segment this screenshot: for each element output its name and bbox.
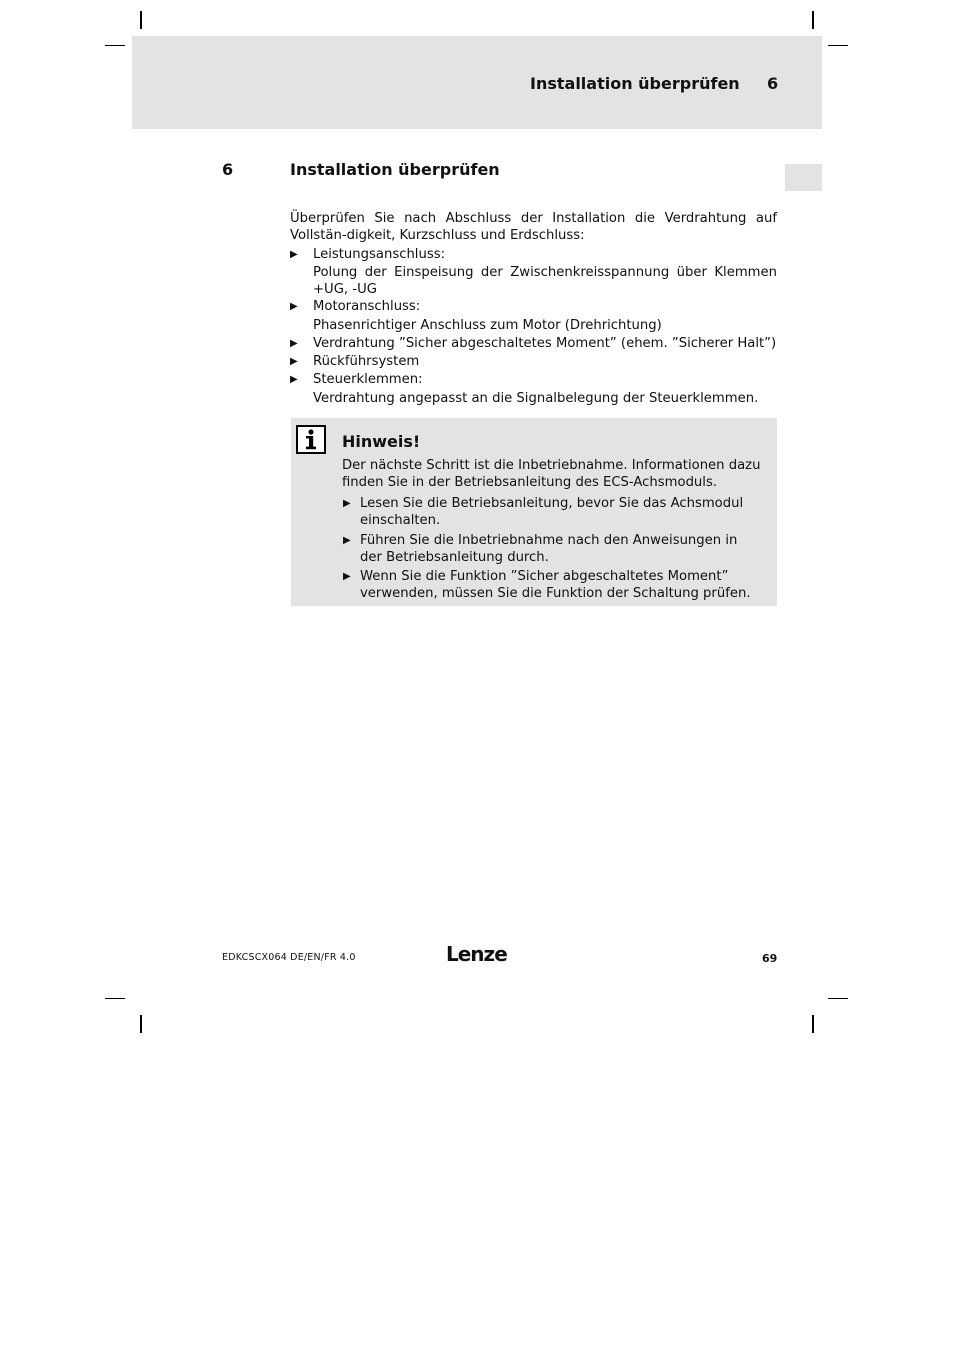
list-item-label: Leistungsanschluss:: [313, 247, 446, 262]
list-item-detail: Polung der Einspeisung der Zwischenkreisspannung über Klemmen +UG, -UG: [313, 265, 777, 297]
bullet-arrow-icon: ▶: [290, 249, 298, 260]
lenze-logo: Lenze: [446, 942, 507, 966]
crop-mark: [105, 998, 125, 999]
section-number: 6: [222, 160, 234, 179]
list-item-detail: Verdrahtung angepasst an die Signalbelegung der Steuerklemmen.: [313, 391, 759, 406]
crop-mark: [105, 45, 125, 46]
crop-mark: [828, 45, 848, 46]
bullet-arrow-icon: ▶: [343, 498, 351, 509]
bullet-arrow-icon: ▶: [290, 301, 298, 312]
bullet-arrow-icon: ▶: [343, 571, 351, 582]
bullet-arrow-icon: ▶: [290, 338, 298, 349]
bullet-arrow-icon: ▶: [343, 535, 351, 546]
note-text: Der nächste Schritt ist die Inbetriebnahme. Informationen dazu finden Sie in der Betriebsanleitung des ECS-Achsmoduls.: [342, 458, 761, 490]
intro-paragraph: Überprüfen Sie nach Abschluss der Installation die Verdrahtung auf Vollstän-digkeit, Kurzschluss und Erdschluss:: [290, 211, 777, 243]
page-number: 69: [762, 952, 778, 965]
list-item-label: Verdrahtung ”Sicher abgeschaltetes Moment” (ehem. ”Sicherer Halt”): [313, 336, 777, 351]
header-chapter-number: 6: [767, 74, 779, 93]
note-item-text: Führen Sie die Inbetriebnahme nach den Anweisungen in der Betriebsanleitung durch.: [360, 533, 738, 565]
info-icon: [296, 425, 326, 454]
crop-mark: [812, 11, 814, 29]
footer-document-id: EDKCSCX064 DE/EN/FR 4.0: [222, 952, 356, 963]
list-item-label: Motoranschluss:: [313, 299, 421, 314]
bullet-arrow-icon: ▶: [290, 374, 298, 385]
crop-mark: [140, 11, 142, 29]
list-item-detail: Phasenrichtiger Anschluss zum Motor (Drehrichtung): [313, 318, 662, 333]
list-item-label: Rückführsystem: [313, 354, 420, 369]
chapter-side-tab: [785, 164, 822, 191]
note-item-text: Wenn Sie die Funktion ”Sicher abgeschaltetes Moment” verwenden, müssen Sie die Funktion der Schaltung prüfen.: [360, 569, 751, 601]
crop-mark: [140, 1015, 142, 1033]
note-title: Hinweis!: [342, 432, 421, 451]
crop-mark: [828, 998, 848, 999]
crop-mark: [812, 1015, 814, 1033]
section-title: Installation überprüfen: [290, 160, 500, 179]
note-item-text: Lesen Sie die Betriebsanleitung, bevor Sie das Achsmodul einschalten.: [360, 496, 744, 528]
bullet-arrow-icon: ▶: [290, 356, 298, 367]
list-item-label: Steuerklemmen:: [313, 372, 423, 387]
header-title: Installation überprüfen: [530, 74, 740, 93]
